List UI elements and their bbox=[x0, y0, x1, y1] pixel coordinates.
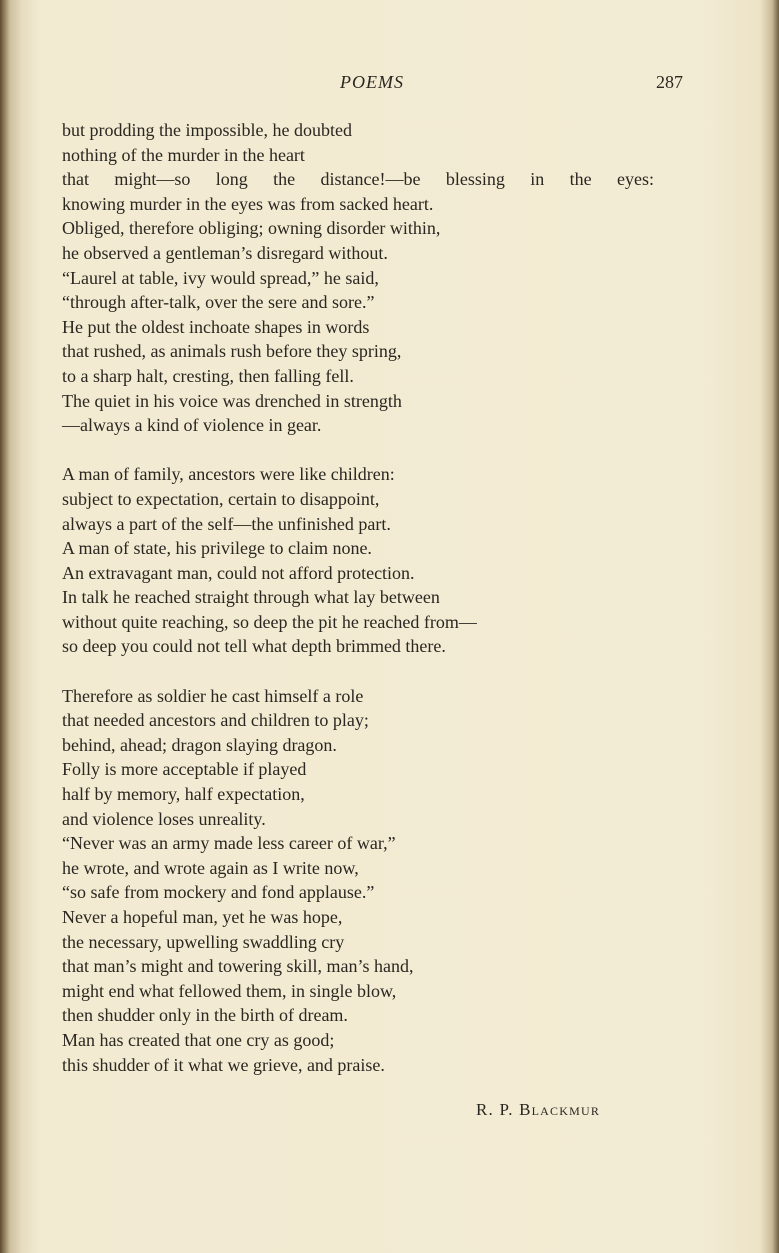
poem-line: without quite reaching, so deep the pit he reached from— bbox=[62, 611, 477, 632]
poem-line: —always a kind of violence in gear. bbox=[62, 415, 322, 436]
poem-line: In talk he reached straight through what lay between bbox=[62, 587, 440, 608]
poem-line: he wrote, and wrote again as I write now, bbox=[62, 857, 359, 878]
poem-line: A man of family, ancestors were like children: bbox=[62, 464, 395, 485]
poem-line: half by memory, half expectation, bbox=[62, 784, 305, 805]
poem-body bbox=[62, 118, 662, 1077]
poem-line: to a sharp halt, cresting, then falling fell. bbox=[62, 365, 354, 386]
poem-line: then shudder only in the birth of dream. bbox=[62, 1005, 348, 1026]
page-header bbox=[0, 72, 779, 98]
author-signature: R. P. Blackmur bbox=[476, 1100, 601, 1119]
stanza-2 bbox=[62, 462, 662, 659]
stanza-break bbox=[62, 438, 662, 463]
poem-line: He put the oldest inchoate shapes in words bbox=[62, 316, 370, 337]
poem-line: behind, ahead; dragon slaying dragon. bbox=[62, 734, 337, 755]
poem-line: Man has created that one cry as good; bbox=[62, 1029, 335, 1050]
poem-line: Obliged, therefore obliging; owning disorder within, bbox=[62, 218, 441, 239]
poem-line: and violence loses unreality. bbox=[62, 808, 266, 829]
poem-line: subject to expectation, certain to disappoint, bbox=[62, 488, 380, 509]
poem-line: Never a hopeful man, yet he was hope, bbox=[62, 907, 343, 927]
poem-line: but prodding the impossible, he doubted bbox=[62, 120, 352, 140]
page-number: 287 bbox=[656, 72, 683, 92]
poem-line: A man of state, his privilege to claim none. bbox=[62, 538, 372, 559]
poem-line: “Never was an army made less career of war,” bbox=[62, 833, 396, 854]
poem-line: knowing murder in the eyes was from sacked heart. bbox=[62, 193, 434, 214]
poem-line: always a part of the self—the unfinished part. bbox=[62, 513, 391, 534]
poem-line: that man’s might and towering skill, man’s hand, bbox=[62, 956, 414, 977]
poem-line: nothing of the murder in the heart bbox=[62, 144, 305, 165]
poem-line: An extravagant man, could not afford protection. bbox=[62, 562, 415, 583]
stanza-break bbox=[62, 659, 662, 684]
poem-line: he observed a gentleman’s disregard without. bbox=[62, 242, 388, 263]
poem-line: this shudder of it what we grieve, and praise. bbox=[62, 1054, 385, 1075]
stanza-3 bbox=[62, 684, 662, 1078]
poem-line: that needed ancestors and children to play; bbox=[62, 710, 369, 731]
poem-line: so deep you could not tell what depth brimmed there. bbox=[62, 636, 446, 657]
poem-line: might end what fellowed them, in single blow, bbox=[62, 980, 397, 1001]
poem-line: “through after-talk, over the sere and sore.” bbox=[62, 292, 375, 313]
running-head: POEMS bbox=[340, 72, 404, 92]
poem-line: Folly is more acceptable if played bbox=[62, 759, 307, 780]
poem-line: “so safe from mockery and fond applause.” bbox=[62, 882, 375, 903]
poem-line: Therefore as soldier he cast himself a role bbox=[62, 685, 364, 706]
poem-line: that rushed, as animals rush before they spring, bbox=[62, 341, 402, 362]
poem-line: the necessary, upwelling swaddling cry bbox=[62, 931, 345, 952]
poem-line: The quiet in his voice was drenched in strength bbox=[62, 390, 402, 411]
poem-line: “Laurel at table, ivy would spread,” he said, bbox=[62, 267, 379, 288]
stanza-1 bbox=[62, 118, 662, 438]
poem-line: that might—so long the distance!—be blessing in the eyes: bbox=[62, 169, 654, 190]
